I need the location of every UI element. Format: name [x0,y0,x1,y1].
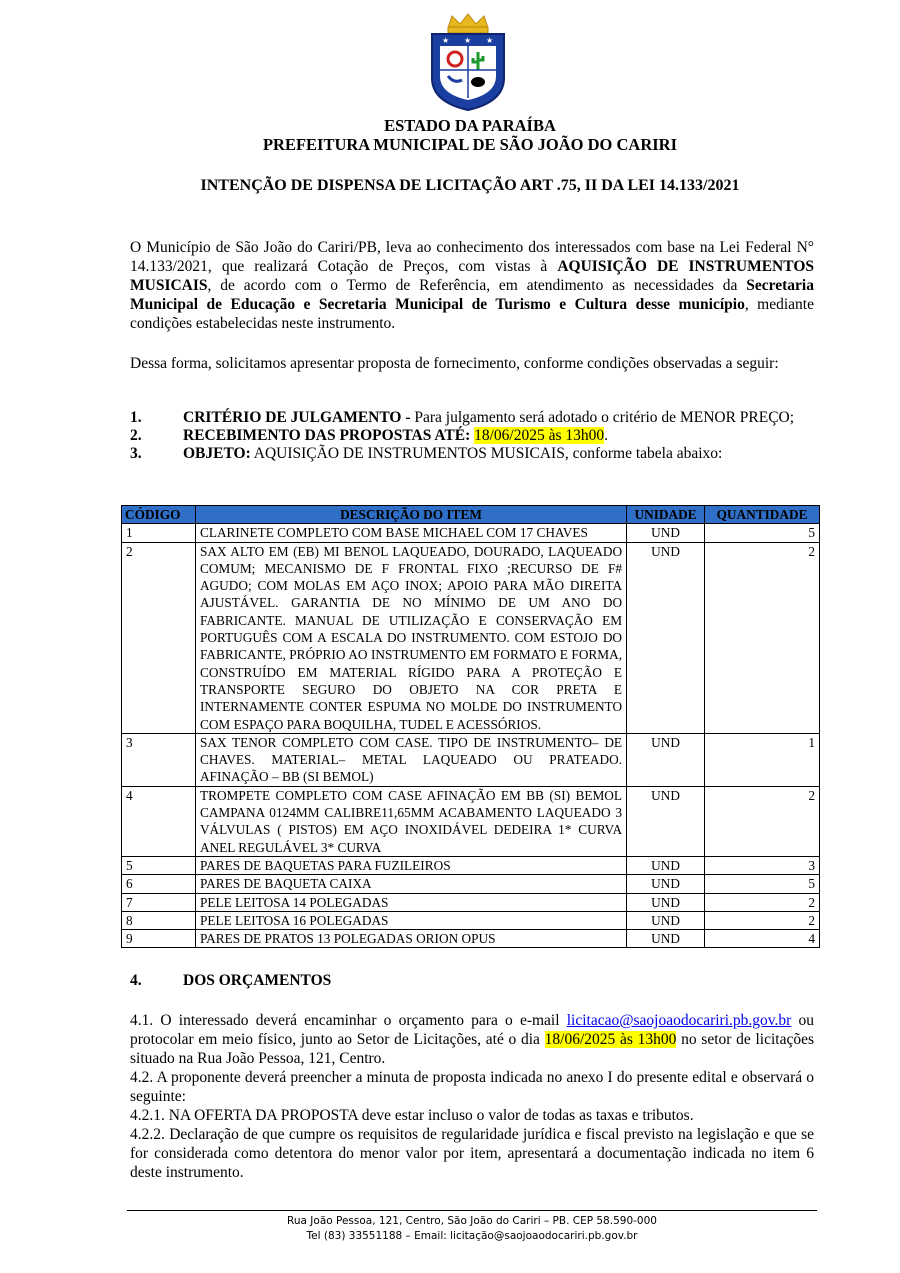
table-row [122,542,820,733]
item-unit: UND [627,930,705,948]
item-description: PARES DE BAQUETAS PARA FUZILEIROS [195,856,626,874]
footer-divider [127,1210,817,1211]
page-footer [127,1214,817,1244]
item-description: TROMPETE COMPLETO COM CASE AFINAÇÃO EM BB (SI) BEMOL CAMPANA 0124MM CALIBRE11,65MM ACABAMENTO LAQUEADO 3 VÁLVULAS ( PISTOS) EM AÇO INOXIDÁVEL DEDEIRA 1* CURVA ANEL REGULÁVEL 3* CURVA [195,786,626,856]
item-description: PARES DE PRATOS 13 POLEGADAS ORION OPUS [195,930,626,948]
paragraph-4-1: 4.1. O interessado deverá encaminhar o orçamento para o e-mail licitacao@saojoaodocariri.pb.gov.br ou protocolar em meio físico, junto ao Setor de Licitações, até o dia 18/06/2025 às 13h00 no setor de licitações situado na Rua João Pessoa, 121, Centro. [130,1012,814,1067]
conditions-list [130,409,814,463]
item-unit: UND [627,786,705,856]
item-unit: UND [627,733,705,786]
notice-title: INTENÇÃO DE DISPENSA DE LICITAÇÃO ART .75, II DA LEI 14.133/2021 [200,177,740,194]
item-quantity: 1 [705,733,820,786]
items-table [121,505,820,948]
item-unit: UND [627,893,705,911]
item-code: 5 [122,856,196,874]
header-code: CÓDIGO [122,506,196,524]
intro-paragraph: O Município de São João do Cariri/PB, leva ao conhecimento dos interessados com base na Lei Federal N° 14.133/2021, que realizará Cotação de Preços, com vistas à AQUISIÇÃO DE INSTRUMENTOS MUSICAIS, de acordo com o Termo de Referência, em atendimento as necessidades da Secretaria Municipal de Educação e Secretaria Municipal de Turismo e Cultura desse município, mediante condições estabelecidas neste instrumento. [130,239,814,332]
table-row [122,893,820,911]
condition-item-2: 2. RECEBIMENTO DAS PROPOSTAS ATÉ: 18/06/2025 às 13h00. [130,427,609,444]
state-name: ESTADO DA PARAÍBA [384,116,556,135]
footer-contact: Tel (83) 33551188 – Email: licitação@saojoaodocariri.pb.gov.br [306,1230,638,1242]
item-description: SAX TENOR COMPLETO COM CASE. TIPO DE INSTRUMENTO– DE CHAVES. MATERIAL– METAL LAQUEADO OU PRATEADO. AFINAÇÃO – BB (SI BEMOL) [195,733,626,786]
svg-text:★: ★ [442,36,450,45]
section-4-title: 4. DOS ORÇAMENTOS [130,972,332,989]
item-code: 9 [122,930,196,948]
item-code: 4 [122,786,196,856]
item-description: PELE LEITOSA 16 POLEGADAS [195,911,626,929]
item-description: CLARINETE COMPLETO COM BASE MICHAEL COM 17 CHAVES [195,524,626,542]
footer-address: Rua João Pessoa, 121, Centro, São João do Cariri – PB. CEP 58.590-000 [287,1215,657,1227]
table-header-row [122,506,820,524]
request-paragraph: Dessa forma, solicitamos apresentar proposta de fornecimento, conforme condições observadas a seguir: [130,355,779,372]
table-row [122,786,820,856]
item-quantity: 2 [705,542,820,733]
table-row [122,875,820,893]
item-quantity: 3 [705,856,820,874]
condition-item-1: 1. CRITÉRIO DE JULGAMENTO - Para julgamento será adotado o critério de MENOR PREÇO; [130,409,795,426]
item-description: PARES DE BAQUETA CAIXA [195,875,626,893]
paragraph-4-2: 4.2. A proponente deverá preencher a minuta de proposta indicada no anexo I do presente edital e observará o seguinte: [130,1069,814,1105]
email-link[interactable]: licitacao@saojoaodocariri.pb.gov.br [566,1012,792,1029]
item-description: PELE LEITOSA 14 POLEGADAS [195,893,626,911]
item-quantity: 4 [705,930,820,948]
item-quantity: 2 [705,786,820,856]
header-unit: UNIDADE [627,506,705,524]
item-quantity: 2 [705,911,820,929]
svg-text:★: ★ [486,36,494,45]
item-code: 2 [122,542,196,733]
header-quantity: QUANTIDADE [705,506,820,524]
deadline-highlight-2: 18/06/2025 às 13h00 [544,1031,677,1048]
deadline-highlight: 18/06/2025 às 13h00 [474,427,605,444]
item-unit: UND [627,542,705,733]
item-unit: UND [627,524,705,542]
item-code: 3 [122,733,196,786]
city-hall-name: PREFEITURA MUNICIPAL DE SÃO JOÃO DO CARIRI [262,135,678,154]
item-quantity: 2 [705,893,820,911]
item-unit: UND [627,875,705,893]
header-description: DESCRIÇÃO DO ITEM [195,506,626,524]
item-unit: UND [627,911,705,929]
table-row [122,930,820,948]
item-description: SAX ALTO EM (EB) MI BENOL LAQUEADO, DOURADO, LAQUEADO COMUM; MECANISMO DE F FRONTAL FIXO ;RECURSO DE F# AGUDO; COM MOLAS EM AÇO INOX; APOIO PARA MÃO DIREITA AJUSTÁVEL. GARANTIA DE NO MÍNIMO DE UM ANO DO FABRICANTE. MANUAL DE UTILIZAÇÃO E CONSERVAÇÃO EM PORTUGUÊS COM A ESCALA DO INSTRUMENTO. COM ESTOJO DO FABRICANTE, PRÓPRIO AO INSTRUMENTO EM FORMATO E FORMA, CONSTRUÍDO EM MATERIAL RÍGIDO PARA A PROTEÇÃO E TRANSPORTE SEGURO DO OBJETO NA COR PRETA E INTERNAMENTE CONTER ESPUMA NO MOLDE DO INSTRUMENTO COM ESPAÇO PARA BOQUILHA, TUDEL E ACESSÓRIOS. [195,542,626,733]
paragraph-4-2-2: 4.2.2. Declaração de que cumpre os requisitos de regularidade jurídica e fiscal previsto na legislação e que se for considerada como detentora do menor valor por item, apresentará a documentação indicada no item 6 deste instrumento. [130,1126,814,1181]
item-code: 7 [122,893,196,911]
item-quantity: 5 [705,524,820,542]
condition-item-3: 3. OBJETO: AQUISIÇÃO DE INSTRUMENTOS MUSICAIS, conforme tabela abaixo: [130,445,723,462]
item-unit: UND [627,856,705,874]
item-quantity: 5 [705,875,820,893]
item-code: 1 [122,524,196,542]
table-row [122,733,820,786]
table-row [122,856,820,874]
item-code: 8 [122,911,196,929]
table-row [122,524,820,542]
svg-text:★: ★ [464,36,472,45]
table-row [122,911,820,929]
item-code: 6 [122,875,196,893]
document-header [0,116,900,154]
municipal-coat-of-arms [426,12,510,112]
paragraph-4-2-1: 4.2.1. NA OFERTA DA PROPOSTA deve estar incluso o valor de todas as taxas e tributos. [130,1107,694,1124]
